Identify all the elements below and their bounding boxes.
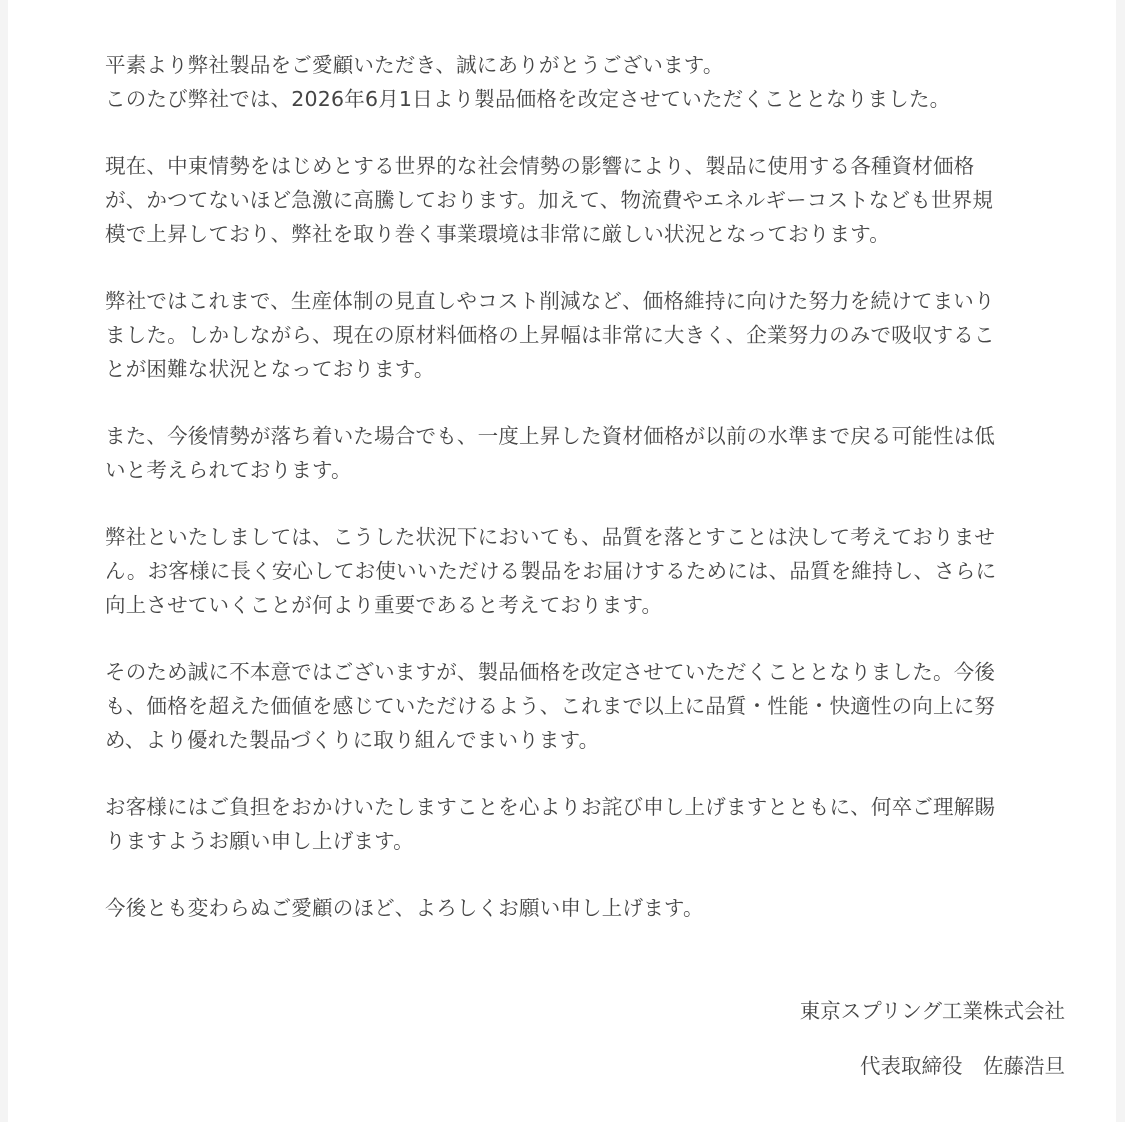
text-line: 弊社ではこれまで、生産体制の見直しやコスト削減など、価格維持に向けた努力を続けてまいり — [105, 289, 995, 313]
text-line: 向上させていくことが何より重要であると考えております。 — [105, 593, 663, 617]
company-name: 東京スプリング工業株式会社 — [799, 999, 1065, 1023]
paragraph-apology — [105, 790, 1075, 858]
letter-page — [8, 0, 1116, 1122]
signature-block — [800, 994, 1065, 1083]
text-line: 模で上昇しており、弊社を取り巻く事業環境は非常に厳しい状況となっております。 — [105, 222, 890, 246]
paragraph-greeting — [105, 48, 1075, 116]
text-line: 弊社といたしましては、こうした状況下においても、品質を落とすことは決して考えておりませ — [105, 525, 996, 549]
letter-body — [105, 48, 1075, 958]
text-line: ました。しかしながら、現在の原材料価格の上昇幅は非常に大きく、企業努力のみで吸収するこ — [105, 323, 995, 347]
paragraph-revision — [105, 655, 1075, 757]
text-line: また、今後情勢が落ち着いた場合でも、一度上昇した資材価格が以前の水準まで戻る可能性は低 — [105, 424, 996, 448]
paragraph-background — [105, 149, 1075, 251]
text-line: そのため誠に不本意ではございますが、製品価格を改定させていただくこととなりました。今後 — [105, 660, 996, 684]
paragraph-closing — [105, 891, 1075, 925]
text-line: ん。お客様に長く安心してお使いいただける製品をお届けするためには、品質を維持し、さらに — [105, 559, 997, 583]
text-line: とが困難な状況となっております。 — [105, 357, 435, 381]
paragraph-quality — [105, 520, 1075, 622]
paragraph-outlook — [105, 419, 1075, 487]
text-line: 平素より弊社製品をご愛顧いただき、誠にありがとうございます。 — [105, 53, 724, 77]
text-line: りますようお願い申し上げます。 — [105, 829, 414, 853]
text-line: も、価格を超えた価値を感じていただけるよう、これまで以上に品質・性能・快適性の向上に努 — [105, 694, 996, 718]
representative-name: 代表取締役 佐藤浩旦 — [860, 1054, 1065, 1078]
text-line: このたび弊社では、2026年6月1日より製品価格を改定させていただくこととなりました。 — [105, 87, 951, 111]
text-line: いと考えられております。 — [105, 458, 352, 482]
paragraph-efforts — [105, 284, 1075, 386]
text-line: め、より優れた製品づくりに取り組んでまいります。 — [105, 728, 600, 752]
text-line: 現在、中東情勢をはじめとする世界的な社会情勢の影響により、製品に使用する各種資材価格 — [105, 154, 975, 178]
text-line: が、かつてないほど急激に高騰しております。加えて、物流費やエネルギーコストなども世界規 — [105, 188, 994, 212]
text-line: 今後とも変わらぬご愛顧のほど、よろしくお願い申し上げます。 — [105, 896, 704, 920]
text-line: お客様にはご負担をおかけいたしますことを心よりお詫び申し上げますとともに、何卒ご理解賜 — [105, 795, 996, 819]
